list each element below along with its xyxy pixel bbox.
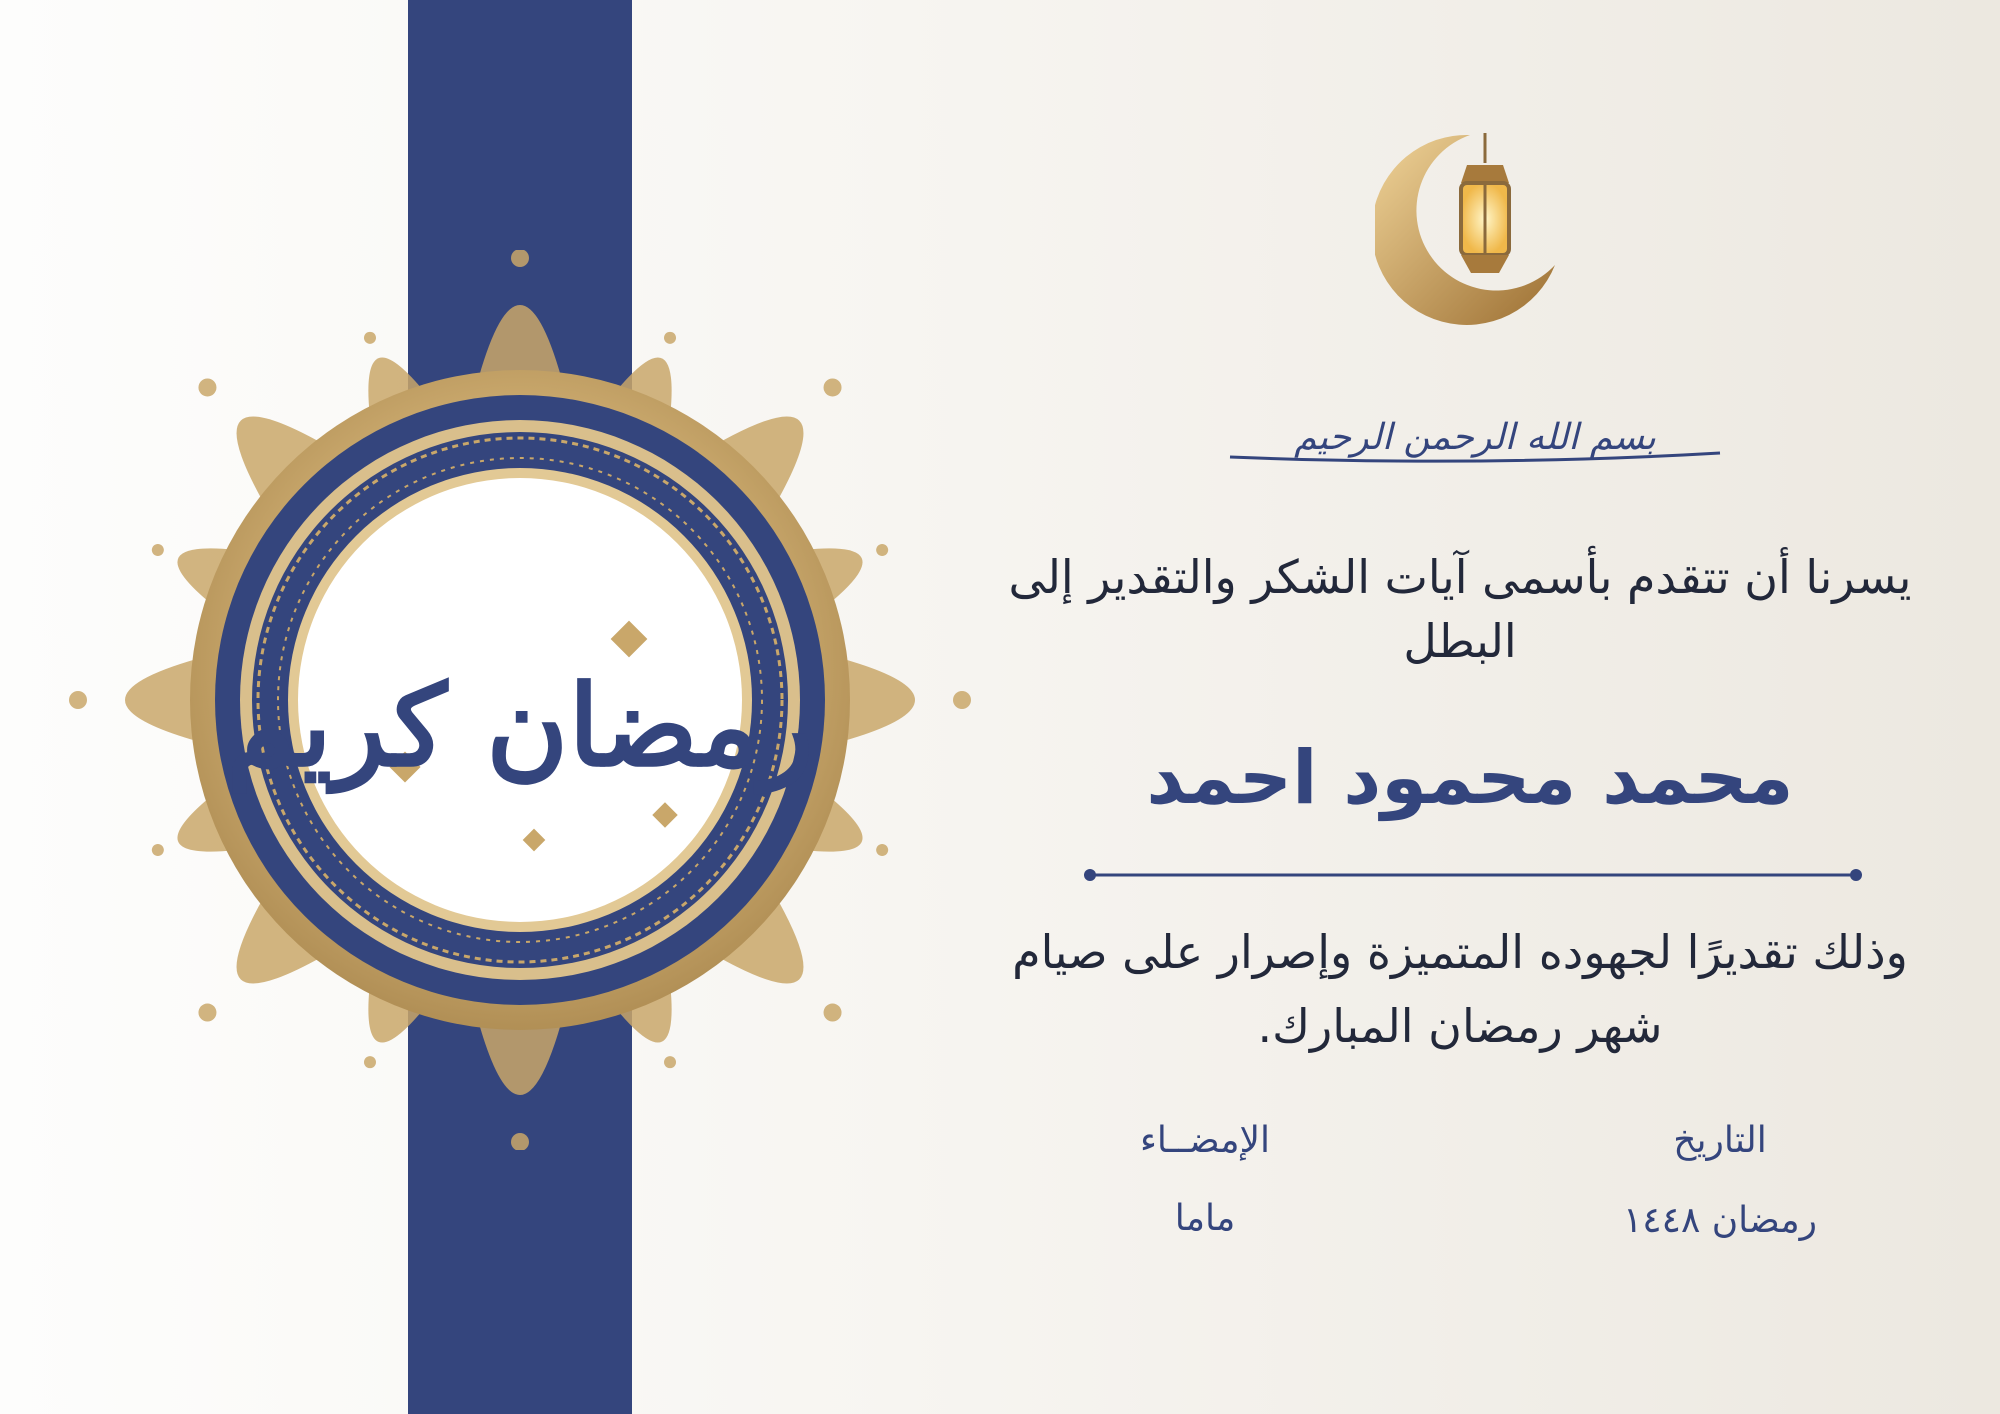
ornament-dot [953, 691, 971, 709]
ornament-dot [662, 1054, 678, 1070]
body-text: وذلك تقديرًا لجهوده المتميزة وإصرار على صيام شهر رمضان المبارك. [1012, 925, 1908, 1053]
ornament-dot [150, 842, 166, 858]
ornament-dot [820, 375, 845, 400]
ornament-dot [820, 1000, 845, 1025]
ramadan-kareem-emblem [60, 250, 980, 1150]
recipient-name: محمد محمود احمد [1146, 735, 1794, 821]
ornament-dot [362, 330, 378, 346]
basmala-calligraphy [1200, 405, 1750, 475]
ornament-dot [150, 542, 166, 558]
ornament-dot [511, 250, 529, 267]
date-label: التاريخ [1673, 1120, 1767, 1161]
ornament-dot [874, 542, 890, 558]
crescent-lantern-icon [1375, 125, 1565, 330]
ornament-dot [662, 330, 678, 346]
signature-label: الإمضــاء [1139, 1120, 1271, 1161]
signature-value: ماما [1174, 1198, 1236, 1239]
ornament-dot [874, 842, 890, 858]
basmala-text: بسم الله الرحمن الرحيم [1294, 417, 1656, 458]
ornament-dot [69, 691, 87, 709]
divider-line [1083, 868, 1863, 882]
ornament-dot [195, 375, 220, 400]
date-value: رمضان ١٤٤٨ [1622, 1200, 1818, 1241]
intro-text: يسرنا أن تتقدم بأسمى آيات الشكر والتقدير إلى البطل [1008, 550, 1912, 668]
emblem-calligraphy: رمضان كريم [226, 661, 814, 792]
ornament-dot [511, 1133, 529, 1150]
ornament-dot [195, 1000, 220, 1025]
ornament-dot [362, 1054, 378, 1070]
